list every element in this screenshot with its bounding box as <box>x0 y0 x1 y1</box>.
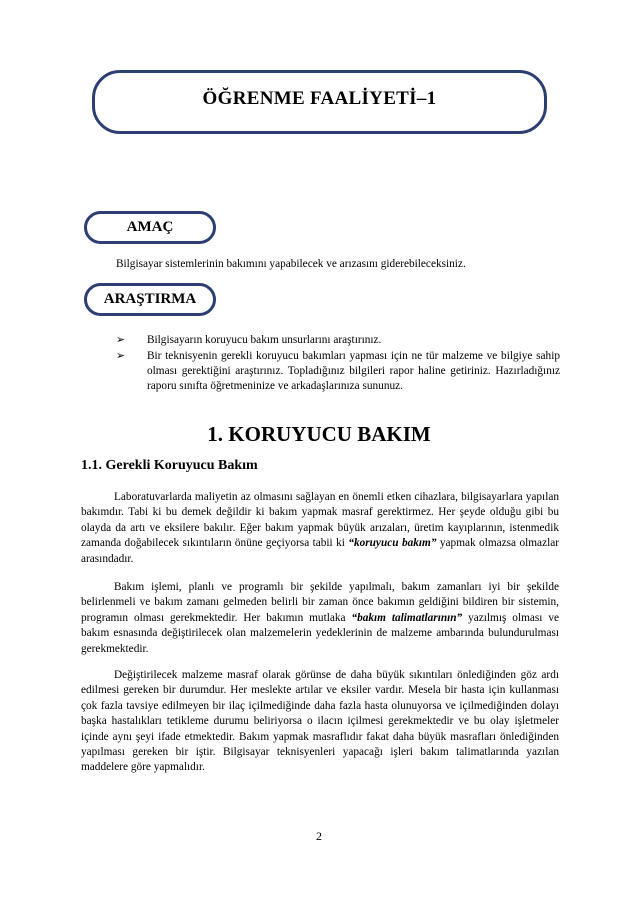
paragraph-1 <box>81 490 559 567</box>
list-item <box>116 349 560 394</box>
arrow-bullet-icon: ➢ <box>116 350 126 362</box>
list-item-text: Bir teknisyenin gerekli koruyucu bakımları yapması için ne tür malzeme ve bilgiye sahip olması gerektiğini araştırınız. Topladığınız bilgileri rapor haline getiriniz. Hazırladığınız raporu sınıfta öğretmeninize ve arkadaşlarınıza sununuz. <box>147 350 560 392</box>
paragraph-3 <box>81 668 559 776</box>
paragraph-1-emphasis: “koruyucu bakım” <box>348 537 437 550</box>
paragraph-3-text: Değiştirilecek malzeme masraf olarak görünse de daha büyük sıkıntıları önlediğinden göz ardı edilmesi gereken bir durumdur. Her meslekte artılar ve eksiler vardır. Mesela bir hasta için kullanması çok fazla tavsiye edilmeyen bir ilaç içilmediğinde daha fazla hasta olunuyorsa ve içilmediğinden dolayı başka hastalıkları tetikleme durumu beliriyorsa o ilacın içilmesi gerekmektedir ve bu olay işletmeler içinde aynı şeyi ifade etmektedir. Bakım yapmak masraflıdır fakat daha büyük masrafları önlediğinden yapılması gereken bir iştir. Bilgisayar teknisyenleri yapacağı işleri bakım talimatlarında yazılan maddelere göre yapmalıdır. <box>81 669 559 774</box>
heading-1: 1. KORUYUCU BAKIM <box>207 422 431 446</box>
arastirma-label: ARAŞTIRMA <box>103 291 197 307</box>
paragraph-1-text-b: yapmak olmazsa olmazlar arasındadır. <box>81 537 559 565</box>
banner-title: ÖĞRENME FAALİYETİ–1 <box>202 88 437 109</box>
paragraph-2-text-b: yazılmış olması ve bakım esnasında değiştirilecek olan malzemelerin yedeklerinin de malzeme ambarında bulundurulması gerekmektedir. <box>81 611 559 655</box>
amac-label: AMAÇ <box>126 219 174 235</box>
arastirma-label-box <box>84 283 216 316</box>
list-item-text: Bilgisayarın koruyucu bakım unsurlarını araştırınız. <box>147 334 382 346</box>
paragraph-2-text-a: Bakım işlemi, planlı ve programlı bir şekilde yapılmalı, bakım zamanları iyi bir şekilde belirlenmeli ve bakım zamanı gelmeden belirli bir zaman önce bakımın geldiğini bildiren bir sistemin, programın olması gerekmektedir. Her bakımın mutlaka <box>81 581 559 624</box>
paragraph-1-text-a: Laboratuvarlarda maliyetin az olmasını sağlayan en önemli etken cihazlara, bilgisayarlara yapılan bakımdır. Tabi ki bu demek değildir ki bakım yapmak masraf gerektirmez. Her şeyde olduğu gibi bu olayda da artı ve eksilere bakılır. Eğer bakım yapmak büyük arızaları, üretim kayıplarının, istenmedik zamanda doğabilecek sıkıntıların önüne geçiyorsa tabii ki <box>81 491 559 550</box>
heading-2: 1.1. Gerekli Koruyucu Bakım <box>81 458 258 473</box>
paragraph-2-emphasis: “bakım talimatlarının” <box>351 611 463 624</box>
arrow-bullet-icon: ➢ <box>116 334 126 346</box>
amac-label-box <box>84 211 216 244</box>
title-banner <box>92 70 547 134</box>
arastirma-list <box>116 333 560 394</box>
list-item <box>116 333 560 348</box>
paragraph-2 <box>81 580 559 657</box>
amac-text: Bilgisayar sistemlerinin bakımını yapabilecek ve arızasını giderebileceksiniz. <box>116 258 466 270</box>
page-number: 2 <box>316 829 322 843</box>
